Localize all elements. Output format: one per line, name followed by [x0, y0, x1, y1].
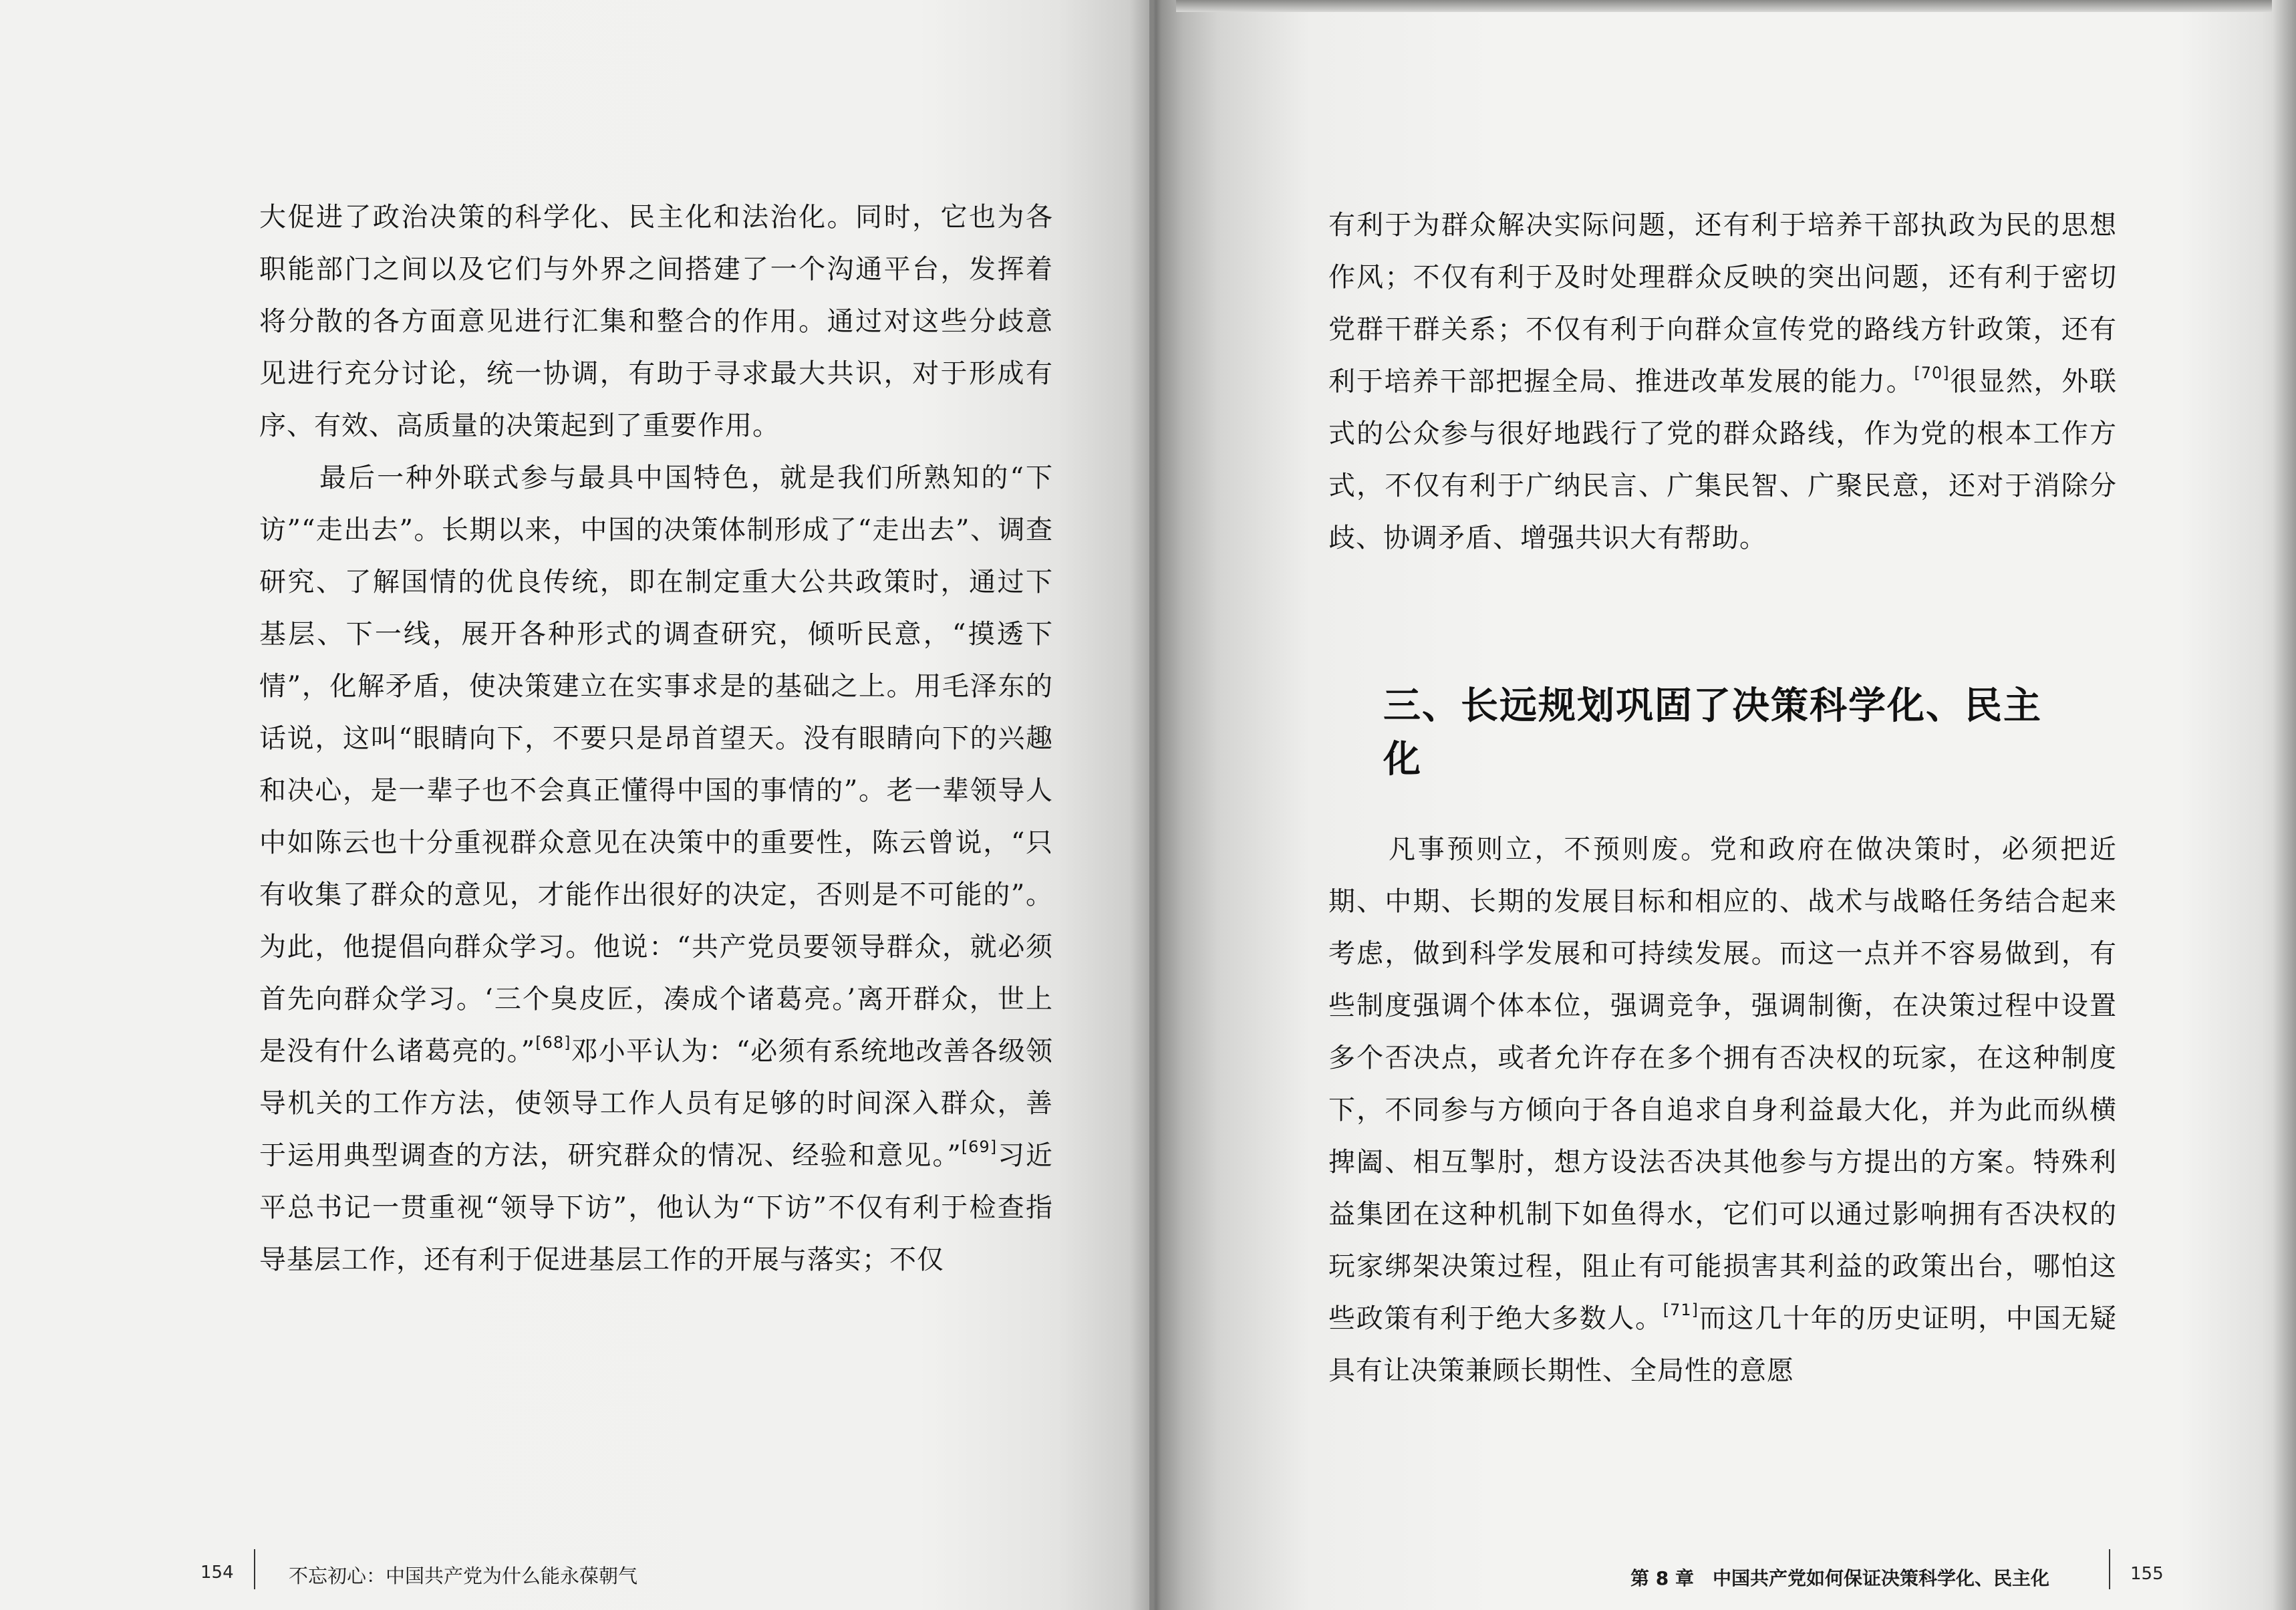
left-paragraph-2-end: 习近平总书记一贯重视“领导下访”，他认为“下访”不仅有利于检查指导基层工作，还有利于促进基层工作的开展与落实；不仅	[259, 1140, 1054, 1275]
right-paragraph-2-text: 凡事预则立，不预则废。党和政府在做决策时，必须把近期、中期、长期的发展目标和相应的、战术与战略任务结合起来考虑，做到科学发展和可持续发展。而这一点并不容易做到，有些制度强调个体本位，强调竞争，强调制衡，在决策过程中设置多个否决点，或者允许存在多个拥有否决权的玩家，在这种制度下，不同参与方倾向于各自追求自身利益最大化，并为此而纵横捭阖、相互掣肘，想方设法否决其他参与方提出的方案。特殊利益集团在这种机制下如鱼得水，它们可以通过影响拥有否决权的玩家绑架决策过程，阻止有可能损害其利益的政策出台，哪怕这些政策有利于绝大多数人。	[1328, 834, 2117, 1334]
footnote-ref-70[interactable]: [70]	[1914, 364, 1950, 382]
footnote-ref-69[interactable]: [69]	[961, 1137, 998, 1156]
right-paragraph-1-cont: 很显然，外联式的公众参与很好地践行了党的群众路线，作为党的根本工作方式，不仅有利于广纳民言、广集民智、广聚民意，还对于消除分歧、协调矛盾、增强共识大有帮助。	[1328, 366, 2118, 553]
left-paragraph-2-text: 最后一种外联式参与最具中国特色，就是我们所熟知的“下访”“走出去”。长期以来，中国的决策体制形成了“走出去”、调查研究、了解国情的优良传统，即在制定重大公共政策时，通过下基层、下一线，展开各种形式的调查研究，倾听民意，“摸透下情”，化解矛盾，使决策建立在实事求是的基础之上。用毛泽东的话说，这叫“眼睛向下，不要只是昂首望天。没有眼睛向下的兴趣和决心，是一辈子也不会真正懂得中国的事情的”。老一辈领导人中如陈云也十分重视群众意见在决策中的重要性，陈云曾说，“只有收集了群众的意见，才能作出很好的决定，否则是不可能的”。为此，他提倡向群众学习。他说：“共产党员要领导群众，就必须首先向群众学习。‘三个臭皮匠，凑成个诸葛亮。’离开群众，世上是没有什么诸葛亮的。”	[259, 462, 1053, 1067]
left-paragraph-1: 大促进了政治决策的科学化、民主化和法治化。同时，它也为各职能部门之间以及它们与外界之间搭建了一个沟通平台，发挥着将分散的各方面意见进行汇集和整合的作用。通过对这些分歧意见进行充分讨论，统一协调，有助于寻求最大共识，对于形成有序、有效、高质量的决策起到了重要作用。	[259, 202, 1053, 441]
right-paragraph-2	[1328, 823, 2117, 1397]
left-footer-divider	[254, 1549, 255, 1589]
right-footer-divider	[2109, 1549, 2110, 1589]
right-running-chapter: 第 8 章 中国共产党如何保证决策科学化、民主化	[1630, 1567, 2049, 1589]
right-page-number: 155	[2130, 1564, 2164, 1584]
left-paragraph-2	[259, 452, 1053, 1286]
right-paragraph-2-cont: 而这几十年的历史证明，中国无疑具有让决策兼顾长期性、全局性的意愿	[1328, 1303, 2118, 1386]
left-page-body	[259, 191, 1053, 1286]
section-heading: 三、长远规划巩固了决策科学化、民主化	[1383, 684, 2042, 781]
right-page-body-bottom	[1328, 823, 2117, 1397]
left-page-number: 154	[200, 1563, 234, 1583]
book-gutter	[1129, 0, 1183, 1610]
page-right-edge	[2272, 0, 2296, 1610]
page-top-edge	[1176, 0, 2296, 12]
footnote-ref-71[interactable]: [71]	[1663, 1301, 1699, 1319]
left-paragraph-2-cont: 邓小平认为：“必须有系统地改善各级领导机关的工作方法，使领导工作人员有足够的时间深入群众，善于运用典型调查的方法，研究群众的情况、经验和意见。”	[259, 1036, 1054, 1171]
footnote-ref-68[interactable]: [68]	[535, 1033, 571, 1052]
right-page-body-top	[1328, 199, 2117, 564]
left-running-title: 不忘初心：中国共产党为什么能永葆朝气	[289, 1565, 638, 1587]
right-paragraph-1-text: 有利于为群众解决实际问题，还有利于培养干部执政为民的思想作风；不仅有利于及时处理群众反映的突出问题，还有利于密切党群干群关系；不仅有利于向群众宣传党的路线方针政策，还有利于培养干部把握全局、推进改革发展的能力。	[1328, 210, 2117, 397]
right-paragraph-1	[1328, 199, 2117, 564]
